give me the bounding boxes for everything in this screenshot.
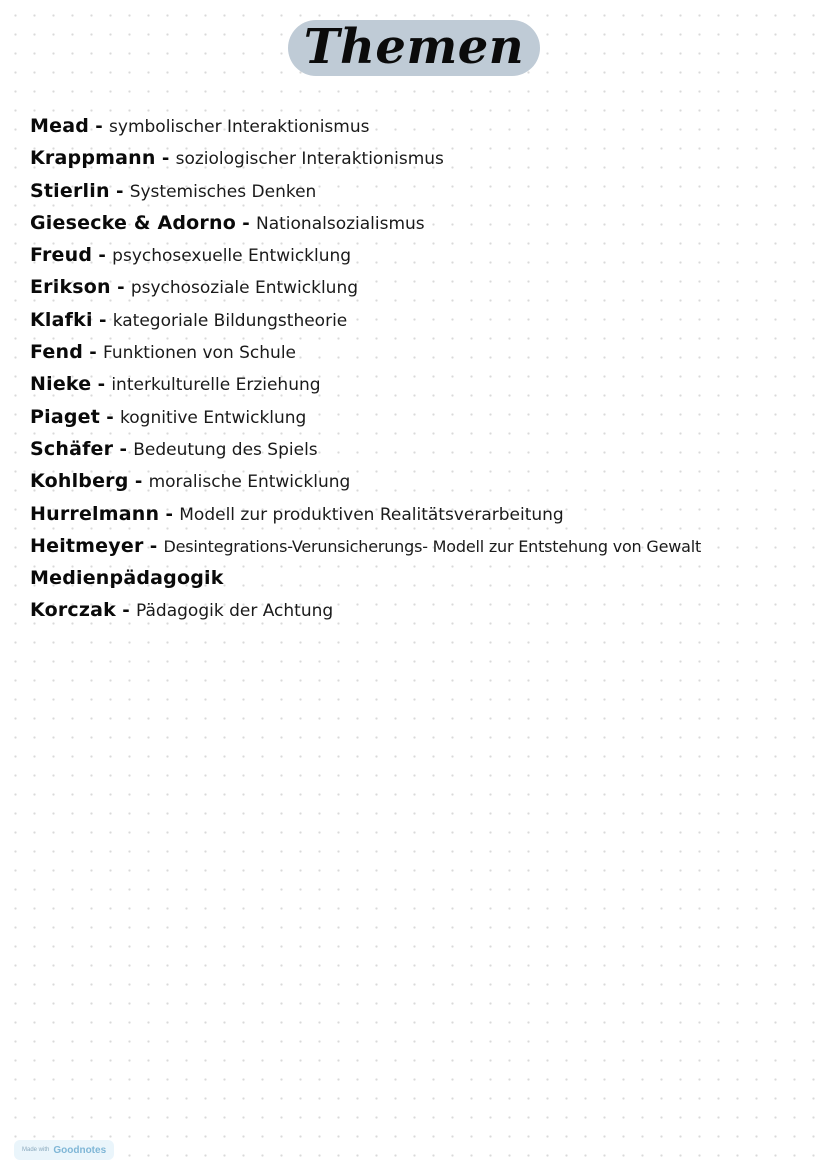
topic-description: kognitive Entwicklung	[120, 407, 307, 428]
topic-name: Kohlberg	[30, 470, 129, 493]
topic-name: Heitmeyer	[30, 534, 144, 557]
topic-separator: -	[235, 212, 256, 234]
topic-name: Freud	[30, 244, 93, 267]
topic-description: kategoriale Bildungstheorie	[112, 310, 348, 331]
topic-separator: -	[116, 600, 137, 622]
topic-description: moralische Entwicklung	[148, 472, 351, 493]
topic-item	[30, 207, 820, 239]
topic-name: Klafki	[30, 308, 93, 331]
topic-name: Hurrelmann	[30, 502, 160, 525]
topic-separator: -	[128, 471, 149, 493]
topic-item	[30, 562, 820, 594]
topic-description: psychosexuelle Entwicklung	[112, 246, 352, 267]
topic-name: Schäfer	[30, 437, 114, 460]
topic-description: Funktionen von Schule	[103, 343, 296, 364]
topic-separator: -	[89, 116, 110, 137]
goodnotes-badge	[14, 1140, 114, 1160]
topic-item	[30, 498, 820, 530]
topic-item	[30, 336, 820, 368]
topic-separator: -	[92, 245, 113, 267]
topic-name: Krappmann	[30, 147, 156, 170]
topic-separator: -	[91, 374, 112, 396]
page-title: Themen	[286, 14, 542, 80]
topic-name: Erikson	[30, 276, 111, 299]
topic-description: Pädagogik der Achtung	[136, 601, 334, 622]
topic-separator: -	[109, 180, 130, 202]
topic-item	[30, 594, 820, 626]
topic-item	[30, 142, 820, 174]
badge-made-with: Made with	[22, 1147, 50, 1153]
topic-separator: -	[155, 148, 176, 170]
topic-separator: -	[113, 438, 134, 460]
topic-item	[30, 368, 820, 400]
topic-description: interkulturelle Erziehung	[111, 375, 321, 396]
topic-name: Medienpädagogik	[30, 567, 224, 590]
topic-description: Bedeutung des Spiels	[133, 439, 318, 460]
topic-description: Modell zur produktiven Realitätsverarbeitung	[179, 504, 564, 525]
topic-description: Systemisches Denken	[129, 181, 317, 202]
topic-separator: -	[100, 406, 121, 428]
topic-name: Fend	[30, 341, 84, 364]
topic-separator: -	[92, 309, 113, 331]
topic-description: Desintegrations-Verunsicherungs- Modell zur Entstehung von Gewalt	[163, 536, 702, 556]
topic-separator: -	[83, 342, 104, 364]
topic-name: Stierlin	[30, 179, 110, 202]
topic-name: Nieke	[30, 373, 92, 396]
topic-separator: -	[143, 535, 164, 557]
topic-item	[30, 401, 820, 433]
topic-separator: -	[110, 277, 131, 299]
topic-item	[30, 433, 820, 465]
topic-item	[30, 465, 820, 497]
topic-name: Mead	[30, 115, 90, 137]
topic-item	[30, 175, 820, 207]
badge-brand-logo: Goodnotes	[53, 1144, 107, 1156]
topic-item	[30, 304, 820, 336]
topic-item	[30, 239, 820, 271]
topic-item	[30, 530, 820, 562]
topic-separator: -	[159, 503, 180, 525]
title-container	[0, 14, 828, 80]
topic-name: Korczak	[30, 599, 116, 622]
topic-description: soziologischer Interaktionismus	[175, 149, 444, 170]
topic-item	[30, 271, 820, 303]
topic-name: Giesecke & Adorno	[30, 211, 236, 234]
topic-description: symbolischer Interaktionismus	[109, 117, 370, 137]
topic-item	[30, 110, 820, 142]
topic-name: Piaget	[30, 405, 101, 428]
topic-list	[30, 110, 820, 627]
topic-description: Nationalsozialismus	[256, 213, 425, 234]
topic-description: psychosoziale Entwicklung	[130, 278, 359, 299]
